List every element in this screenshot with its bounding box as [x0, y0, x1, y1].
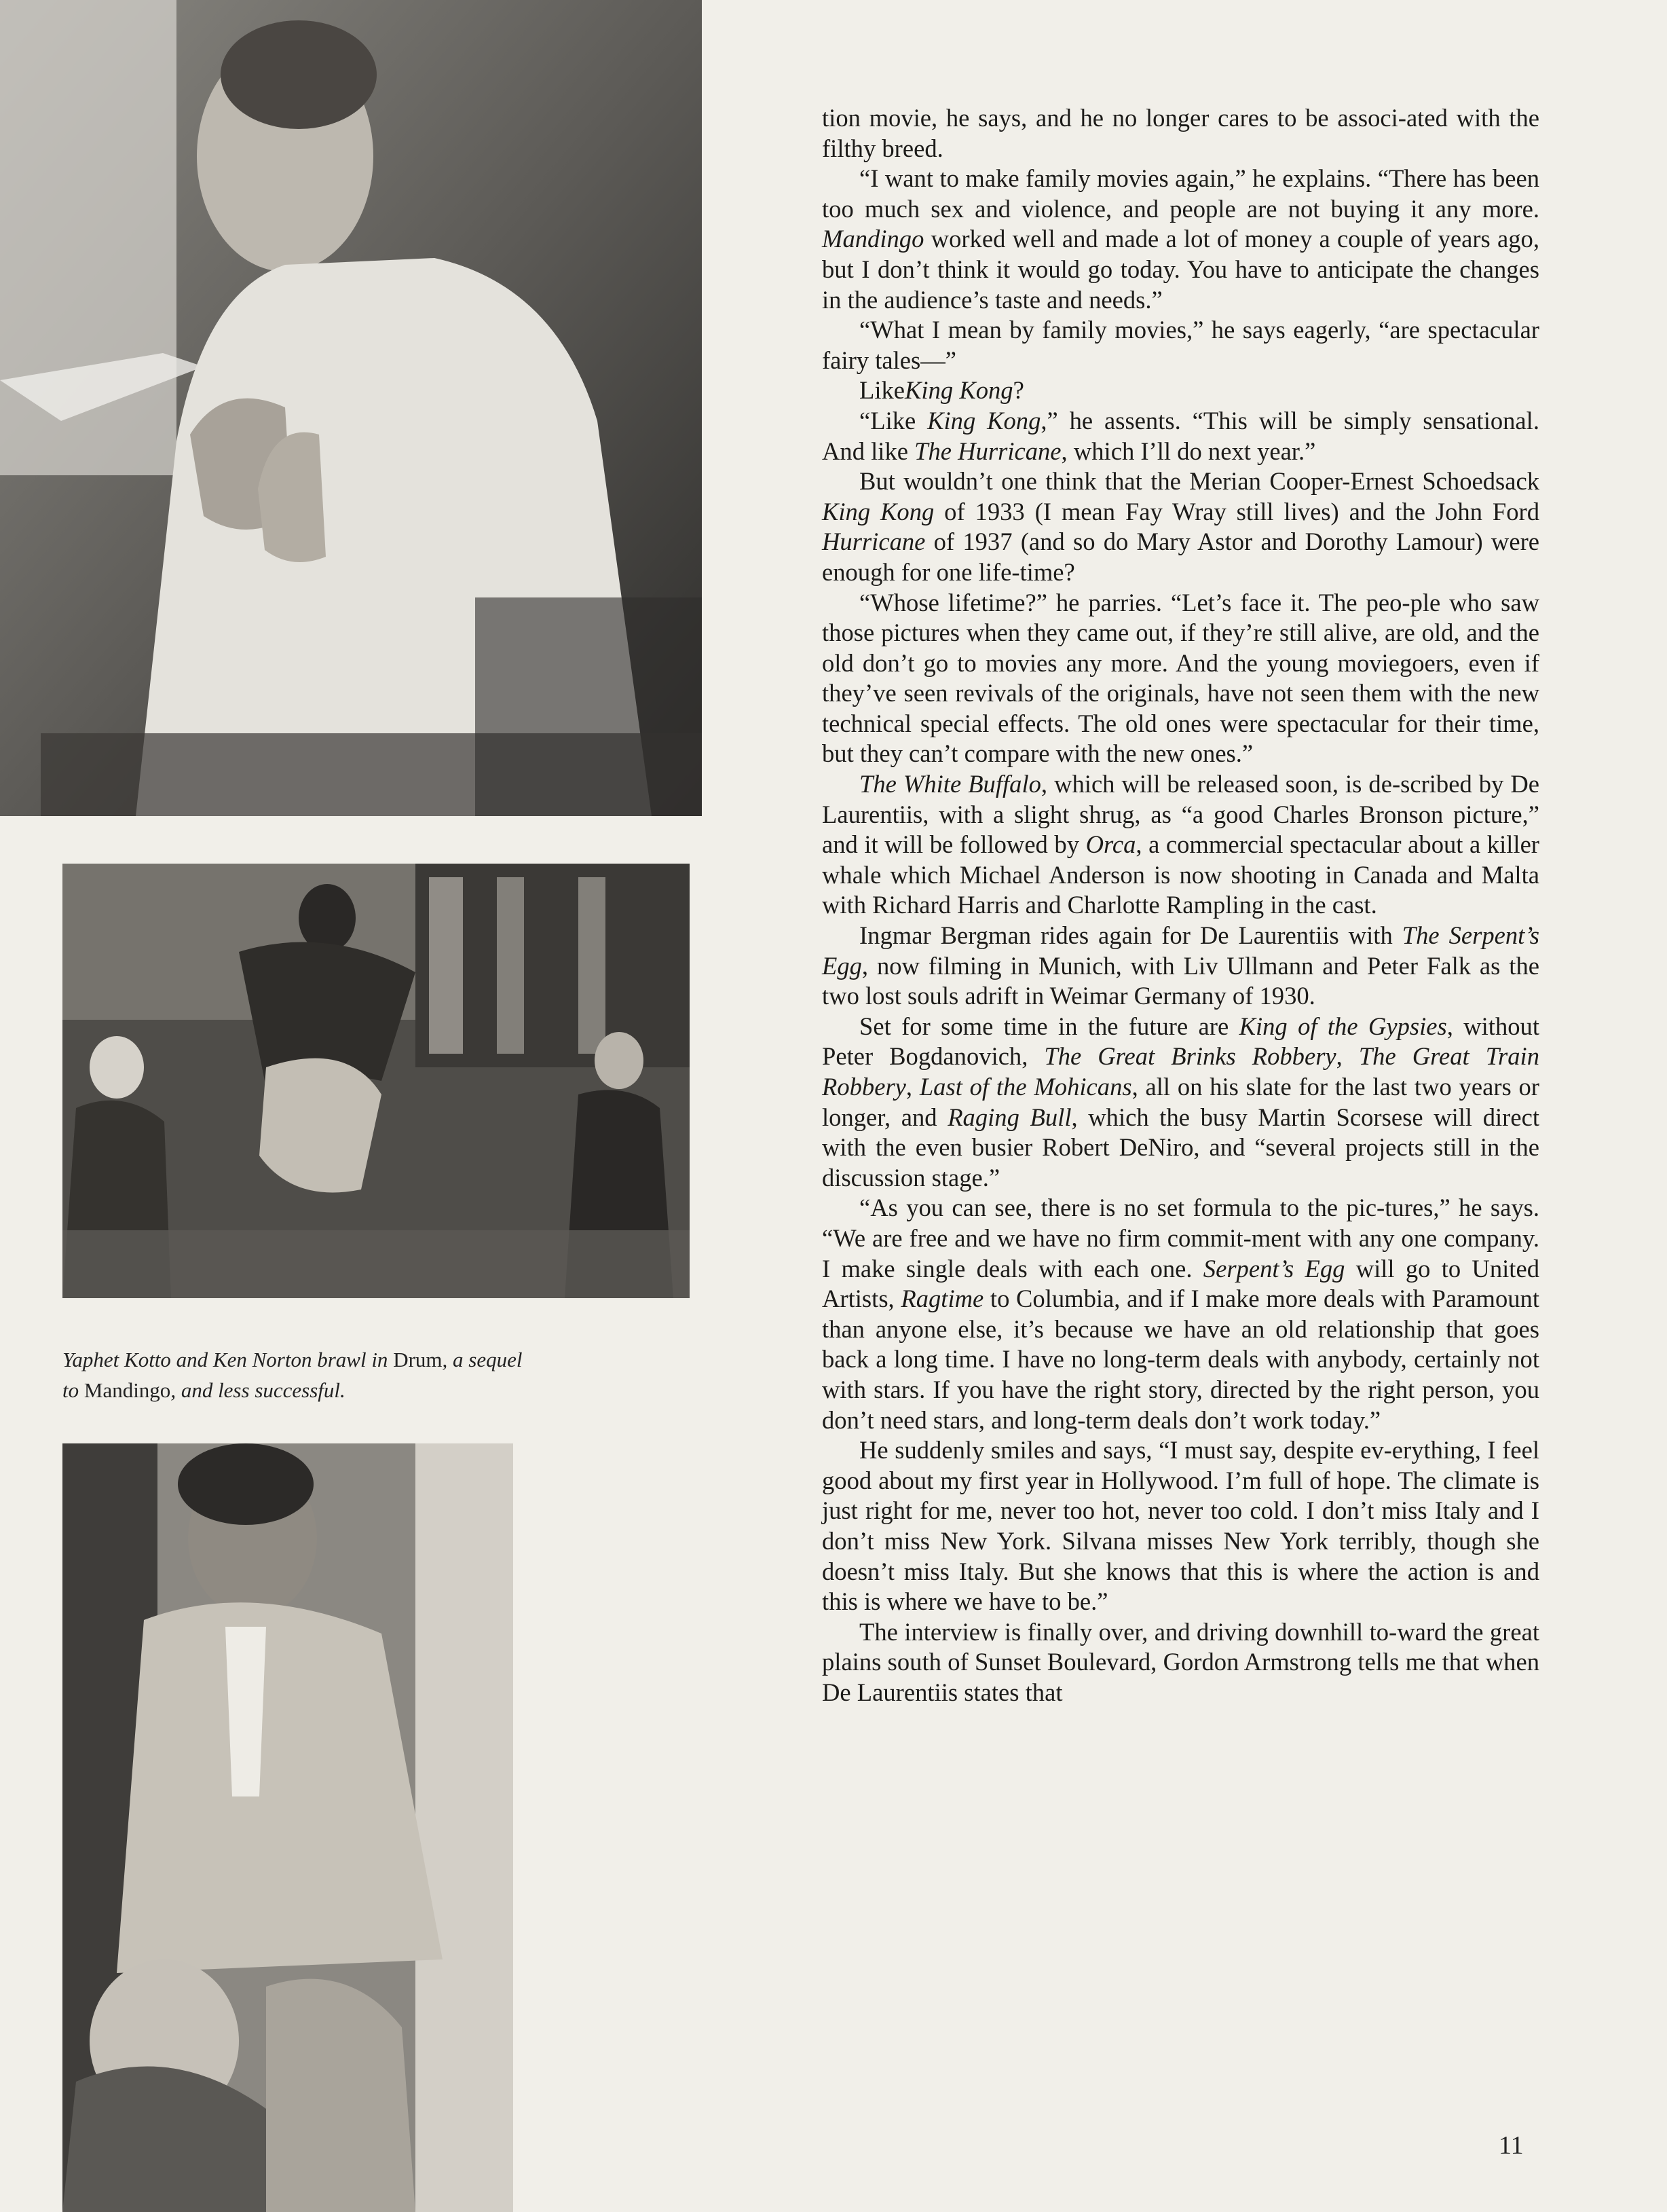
- text-run: will go to United Artists,: [822, 1254, 1539, 1313]
- film-title: King Kong: [927, 406, 1041, 435]
- caption-text: , and less successful.: [170, 1378, 345, 1402]
- film-title: Orca: [1085, 830, 1136, 859]
- film-title: The Serpent’s Egg: [822, 921, 1540, 980]
- film-title: The Hurricane: [914, 437, 1062, 465]
- text-run: , a commercial spectacular about a killer whale which Michael Anderson is now shooting in Canada and Malta with Richard Harris and Charlotte Rampling in the cast.: [822, 830, 1539, 919]
- article-paragraph: [822, 466, 1539, 587]
- article-paragraph: “What I mean by family movies,” he says eagerly, “are spectacular fairy tales—”: [822, 316, 1539, 374]
- article-paragraph: [822, 406, 1539, 466]
- caption-text: , a sequel to: [62, 1348, 523, 1402]
- caption-film-title: Drum: [393, 1348, 443, 1371]
- text-run: of 1937 (and so do Mary Astor and Dorothy Lamour) were enough for one life-time?: [822, 528, 1539, 586]
- article-paragraph: [822, 375, 1539, 406]
- photo-woman-in-white-coat: [0, 0, 702, 816]
- film-title: The Great Brinks Robbery: [1044, 1042, 1336, 1071]
- article-body: [822, 103, 1539, 1708]
- text-run: , all on his slate for the last two years or longer, and: [822, 1073, 1539, 1131]
- text-run: ?: [1013, 376, 1024, 405]
- text-run: of 1933 (I mean Fay Wray still lives) and the John Ford: [934, 497, 1539, 526]
- text-run: worked well and made a lot of money a couple of years ago, but I don’t think it would go today. You have to anticipate the changes in the audience’s taste and needs.”: [822, 225, 1539, 314]
- article-paragraph: [822, 769, 1539, 921]
- film-title: Hurricane: [822, 528, 926, 556]
- text-run: “As you can see, there is no set formula to the pic-tures,” he says. “We are free and we have no firm commit-ment with any one company. I make single deals with each one.: [822, 1194, 1539, 1283]
- text-run: to Columbia, and if I make more deals with Paramount than anyone else, it’s because we have an old relationship that goes back a long time. I have no long-term deals with anybody, certainly not with stars. If you have the right story, directed by the right person, you don’t need stars, and long-term deals don’t work today.”: [822, 1285, 1540, 1434]
- article-paragraph: [822, 1193, 1539, 1435]
- film-title: Raging Bull: [948, 1103, 1072, 1131]
- text-run: “Like: [859, 406, 928, 435]
- film-title: King of the Gypsies: [1239, 1012, 1447, 1040]
- caption-text: Yaphet Kotto and Ken Norton brawl in: [62, 1348, 394, 1371]
- article-paragraph: [822, 921, 1539, 1012]
- article-paragraph: [822, 164, 1539, 315]
- text-run: , without Peter Bogdanovich,: [822, 1012, 1540, 1071]
- article-paragraph: tion movie, he says, and he no longer cares to be associ-ated with the filthy breed.: [822, 104, 1539, 162]
- film-title: King Kong: [905, 376, 1013, 405]
- film-title: The Great Train Robbery: [822, 1042, 1539, 1101]
- page-number: 11: [1499, 2131, 1524, 2160]
- article-paragraph: The interview is finally over, and driving downhill to-ward the great plains south of Sunset Boulevard, Gordon Armstrong tells me that when De Laurentiis states that: [822, 1617, 1539, 1706]
- film-title: King Kong: [822, 497, 935, 526]
- article-paragraph: “Whose lifetime?” he parries. “Let’s face it. The peo-ple who saw those pictures when they came out, if they’re still alive, are old, and the old don’t go to movies any more. And the young moviegoers, even if they’ve seen revivals of the originals, have not seen them with the new technical special effects. The old ones were spectacular for their time, but they can’t compare with the new ones.”: [822, 588, 1539, 768]
- text-run: ,: [1336, 1042, 1359, 1071]
- text-run: , which the busy Martin Scorsese will direct with the even busier Robert DeNiro, and “several projects still in the discussion stage.”: [822, 1103, 1539, 1192]
- article-paragraph: [822, 1012, 1539, 1194]
- photo-lipstick-scene: [62, 1443, 513, 2212]
- film-title: Serpent’s Egg: [1203, 1254, 1345, 1283]
- film-title: The White Buffalo: [859, 770, 1041, 798]
- text-run: “I want to make family movies again,” he explains. “There has been too much sex and violence, and people are not buying it any more.: [822, 164, 1539, 223]
- text-run: Ingmar Bergman rides again for De Laurentiis with: [859, 921, 1402, 950]
- film-title: Ragtime: [901, 1285, 984, 1313]
- text-run: Like: [859, 376, 905, 405]
- film-title: Mandingo: [822, 225, 924, 253]
- film-title: Last of the Mohicans: [919, 1073, 1132, 1101]
- caption-drum-photo: [62, 1344, 524, 1405]
- text-run: Set for some time in the future are: [859, 1012, 1239, 1040]
- text-run: , which will be released soon, is de-scribed by De Laurentiis, with a slight shrug, as “a good Charles Bronson picture,” and it will be followed by: [822, 770, 1539, 859]
- text-run: ,” he assents. “This will be simply sensational. And like: [822, 406, 1539, 465]
- text-run: , which I’ll do next year.”: [1061, 437, 1316, 465]
- photo-drum-brawl-scene: [62, 864, 690, 1298]
- caption-film-title: Mandingo: [83, 1378, 171, 1402]
- text-run: , now filming in Munich, with Liv Ullmann and Peter Falk as the two lost souls adrift in Weimar Germany of 1930.: [822, 951, 1539, 1010]
- text-run: But wouldn’t one think that the Merian Cooper-Ernest Schoedsack: [859, 467, 1539, 496]
- article-paragraph: He suddenly smiles and says, “I must say, despite ev-erything, I feel good about my first year in Hollywood. I’m full of hope. The climate is just right for me, never too hot, never too cold. I don’t miss Italy and I don’t miss New York. Silvana misses New York terribly, though she doesn’t miss Italy. But she knows that this is where the action is and this is where we have to be.”: [822, 1436, 1539, 1616]
- text-run: ,: [905, 1073, 920, 1101]
